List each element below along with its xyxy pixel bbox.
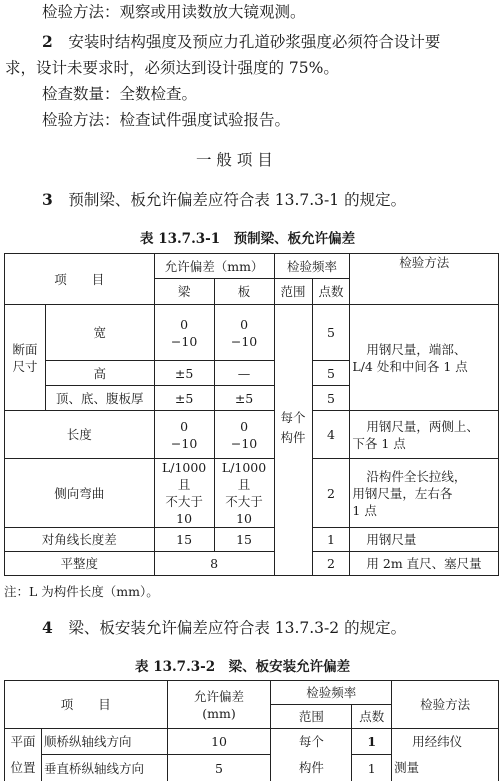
range-line: 每个 [273,729,349,755]
t2-header-method: 检验方法 [392,681,499,729]
header-frequency: 检验频率 [274,254,350,279]
row-diagonal-beam: 15 [154,528,214,552]
header-plate: 板 [214,279,274,305]
method-line: 测量 [394,755,496,781]
row-thickness-points: 5 [312,386,350,411]
t2-row-longitudinal-value: 10 [167,729,271,755]
row-diagonal-plate: 15 [214,528,274,552]
inspection-method-line: 检验方法：观察或用读数放大镜观测。 [42,0,306,22]
method-line: 用钢尺量，左右各 [352,485,496,502]
t2-range [271,729,352,781]
value: L/1000 且 [157,459,212,493]
row-width-label: 宽 [45,305,154,361]
header-beam: 梁 [154,279,214,305]
row-height-points: 5 [312,361,350,386]
t2-row-longitudinal-points: 1 [352,729,392,755]
row-height-beam: ±5 [154,361,214,386]
t2-row-transverse-label: 垂直桥纵轴线方向 [41,755,167,781]
row-thickness-beam: ±5 [154,386,214,411]
header-tolerance: 允许偏差（mm） [154,254,274,279]
row-length-plate [214,411,274,459]
row-length-label: 长度 [5,411,155,459]
row-thickness-label: 顶、底、腹板厚 [45,386,154,411]
row-bending-beam [154,459,214,528]
value: 不大于 10 [217,493,272,527]
clause-2-line2: 求，设计未要求时，必须达到设计强度的 75%。 [5,56,339,78]
value: 0 [157,418,212,435]
row-height-plate: — [214,361,274,386]
clause-number: 2 [42,32,53,51]
range-each-component [274,305,312,552]
row-diagonal-points: 1 [312,528,350,552]
row-length-points: 4 [312,411,350,459]
row-width-points: 5 [312,305,350,361]
group-section-size [5,305,46,411]
method-flatness [350,552,499,576]
t2-method [392,729,499,781]
value: −10 [217,333,272,350]
method-line: 用钢尺量，两侧上、 [352,418,496,435]
row-flatness-label: 平整度 [5,552,155,576]
value: L/1000 且 [217,459,272,493]
value: 0 [217,316,272,333]
header-method: 检验方法 [350,254,499,305]
value: −10 [157,435,212,452]
clause-3-line [42,188,406,210]
method-section [350,305,499,411]
row-length-beam [154,411,214,459]
t2-row-longitudinal-label: 顺桥纵轴线方向 [41,729,167,755]
t2-header-frequency: 检验频率 [271,681,392,705]
group-label: 断面尺寸 [9,341,41,375]
row-width-plate [214,305,274,361]
group-line: 平面 [7,729,39,755]
method-line: L/4 处和中间各 1 点 [352,358,496,375]
clause-text: 预制梁、板允许偏差应符合表 13.7.3-1 的规定。 [68,191,406,209]
range-empty [274,552,312,576]
table2 [4,680,499,781]
row-width-beam [154,305,214,361]
t2-group-plane-position [5,729,42,781]
table2-caption: 表 13.7.3-2 梁、板安装允许偏差 [135,655,350,675]
header-range: 范围 [274,279,312,305]
t2-header-range: 范围 [271,705,352,729]
clause-2-line1 [42,30,440,52]
clause-number: 4 [42,618,53,637]
table1-caption: 表 13.7.3-1 预制梁、板允许偏差 [140,227,355,247]
header-item: 项 目 [5,254,155,305]
row-thickness-plate: ±5 [214,386,274,411]
row-bending-label: 侧向弯曲 [5,459,155,528]
range-label: 每个构件 [280,408,306,448]
method-line: 用钢尺量，端部、 [352,341,496,358]
table1 [4,253,499,576]
value: −10 [217,435,272,452]
group-line: 位置 [7,755,39,781]
method-length [350,411,499,459]
value: 0 [157,316,212,333]
row-height-label: 高 [45,361,154,386]
section-heading: 一 般 项 目 [196,148,273,170]
row-diagonal-label: 对角线长度差 [5,528,155,552]
method-line: 1 点 [352,502,496,519]
method-line: 沿构件全长拉线， [352,468,496,485]
method-line: 用 2m 直尺、塞尺量 [352,555,496,572]
clause-4-line [42,616,406,638]
inspection-method-line-2: 检验方法：检查试件强度试验报告。 [42,108,290,130]
t2-header-item: 项 目 [5,681,168,729]
t2-header-points: 点数 [352,705,392,729]
method-line: 用钢尺量 [352,531,496,548]
t2-row-transverse-value: 5 [167,755,271,781]
clause-text: 梁、板安装允许偏差应符合表 13.7.3-2 的规定。 [68,619,406,637]
row-bending-points: 2 [312,459,350,528]
table1-note: 注：L 为构件长度（mm）。 [4,582,159,600]
row-flatness-points: 2 [312,552,350,576]
header-points: 点数 [312,279,350,305]
value: −10 [157,333,212,350]
method-line: 下各 1 点 [352,435,496,452]
clause-number: 3 [42,190,53,209]
row-bending-plate [214,459,274,528]
range-line: 构件 [273,755,349,781]
method-line: 用经纬仪 [394,729,496,755]
method-diagonal [350,528,499,552]
header-line: (mm) [170,705,269,722]
value: 不大于 10 [157,493,212,527]
row-flatness-value: 8 [154,552,274,576]
t2-header-tolerance [167,681,271,729]
method-bending [350,459,499,528]
inspection-quantity-line: 检查数量：全数检查。 [42,82,197,104]
value: 0 [217,418,272,435]
header-line: 允许偏差 [170,688,269,705]
clause-text: 安装时结构强度及预应力孔道砂浆强度必须符合设计要 [68,33,440,51]
t2-row-transverse-points: 1 [352,755,392,781]
